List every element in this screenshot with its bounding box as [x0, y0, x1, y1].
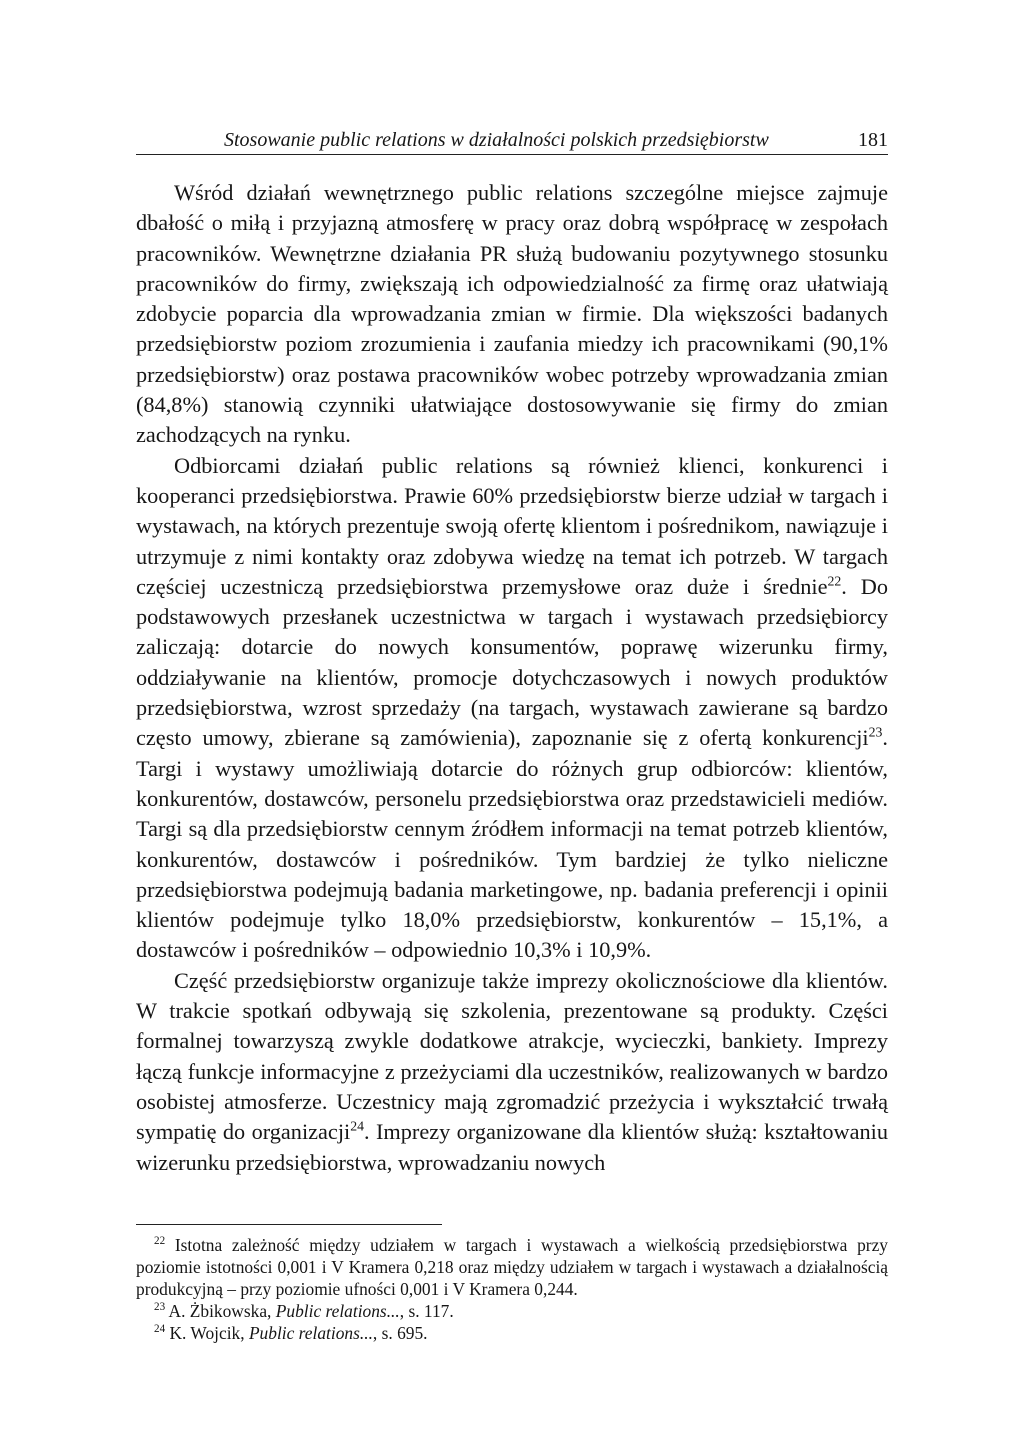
paragraph-2-text-a: Odbiorcami działań public relations są również klienci, konkurenci i kooperanci przedsiębiorstwa. Prawie 60% przedsiębiorstw bierze udział w targach i wystawach, na których prezentuje swoją ofertę klientom i pośrednikom, nawiązuje i utrzymuje z nimi kontakty oraz zdobywa wiedzę na temat ich potrzeb. W targach częściej uczestniczą przedsiębiorstwa przemysłowe oraz duże i średnie [136, 452, 888, 599]
footnote-ref-23[interactable]: 23 [868, 724, 883, 740]
paragraph-1 [136, 178, 888, 451]
footnote-pages: , s. 695. [372, 1323, 428, 1343]
footnote-ref-22[interactable]: 22 [827, 573, 842, 589]
page-number: 181 [858, 129, 888, 151]
footnote-title: Public relations... [275, 1301, 400, 1321]
paragraph-3 [136, 966, 888, 1178]
running-title: Stosowanie public relations w działalności polskich przedsiębiorstw [224, 129, 769, 151]
footnote-text: Istotna zależność między udziałem w targach i wystawach a wielkością przedsiębiorstwa przy poziomie istotności 0,001 i V Kramera 0,218 oraz między udziałem w targach i wystawach a działalnością produkcyjną – przy poziomie ufności 0,001 i V Kramera 0,244. [136, 1235, 888, 1299]
paragraph-3-text-b: . Imprezy organizowane dla klientów służą: kształtowaniu wizerunku przedsiębiorstwa, wprowadzaniu nowych [136, 1119, 888, 1175]
footnote-pages: , s. 117. [399, 1301, 454, 1321]
paragraph-2-text-c: . Targi i wystawy umożliwiają dotarcie do różnych grup odbiorców: klientów, konkurentów, dostawców, personelu przedsiębiorstwa oraz przedstawicieli mediów. Targi są dla przedsiębiorstw cennym źródłem informacji na temat potrzeb klientów, konkurentów, dostawców i pośredników. Tym bardziej że tylko nieliczne przedsiębiorstwa podejmują badania marketingowe, np. badania preferencji i opinii klientów podejmuje tylko 18,0% przedsiębiorstw, konkurentów – 15,1%, a dostawców i pośredników – odpowiednio 10,3% i 10,9%. [136, 725, 888, 963]
footnote-23 [136, 1300, 888, 1322]
paragraph-2-text-b: . Do podstawowych przesłanek uczestnictwa w targach i wystawach przedsiębiorcy zaliczają: dotarcie do nowych konsumentów, poprawę wizerunku firmy, oddziaływanie na klientów, promocje dotychczasowych i nowych produktów przedsiębiorstwa, wzrost sprzedaży (na targach, wystawach zawierane są bardzo często umowy, zbierane są zamówienia), zapoznanie się z ofertą konkurencji [136, 573, 888, 751]
footnote-number: 23 [154, 1301, 166, 1314]
body-text [136, 178, 888, 1178]
footnote-number: 22 [154, 1235, 166, 1248]
paragraph-3-text-a: Część przedsiębiorstw organizuje także imprezy okolicznościowe dla klientów. W trakcie spotkań odbywają się szkolenia, prezentowane są produkty. Części formalnej towarzyszą zwykle dodatkowe atrakcje, wycieczki, bankiety. Imprezy łączą funkcje informacyjne z przeżyciami dla uczestników, realizowanych w bardzo osobistej atmosferze. Uczestnicy mają zgromadzić przeżycia i wykształcić trwałą sympatię do organizacji [136, 967, 888, 1145]
footnote-24 [136, 1322, 888, 1344]
footnote-author: A. Żbikowska, [168, 1301, 272, 1321]
paragraph-2 [136, 451, 888, 966]
footnote-divider [136, 1224, 442, 1225]
footnote-number: 24 [154, 1323, 166, 1336]
footnotes [136, 1234, 888, 1344]
paragraph-1-text: Wśród działań wewnętrznego public relations szczególne miejsce zajmuje dbałość o miłą i przyjazną atmosferę w pracy oraz dobrą współpracę w zespołach pracowników. Wewnętrzne działania PR służą budowaniu pozytywnego stosunku pracowników do firmy, zwiększają ich odpowiedzialność za firmę oraz ułatwiają zdobycie poparcia dla wprowadzania zmian w firmie. Dla większości badanych przedsiębiorstw poziom zrozumienia i zaufania miedzy ich pracownikami (90,1% przedsiębiorstw) oraz postawa pracowników wobec potrzeby wprowadzania zmian (84,8%) stanowią czynniki ułatwiające dostosowywanie się firmy do zmian zachodzących na rynku. [136, 180, 888, 448]
footnote-author: K. Wojcik, [169, 1323, 245, 1343]
footnote-22 [136, 1234, 888, 1300]
footnote-title: Public relations... [248, 1323, 373, 1343]
footnote-ref-24[interactable]: 24 [350, 1118, 365, 1134]
running-header [136, 124, 888, 155]
